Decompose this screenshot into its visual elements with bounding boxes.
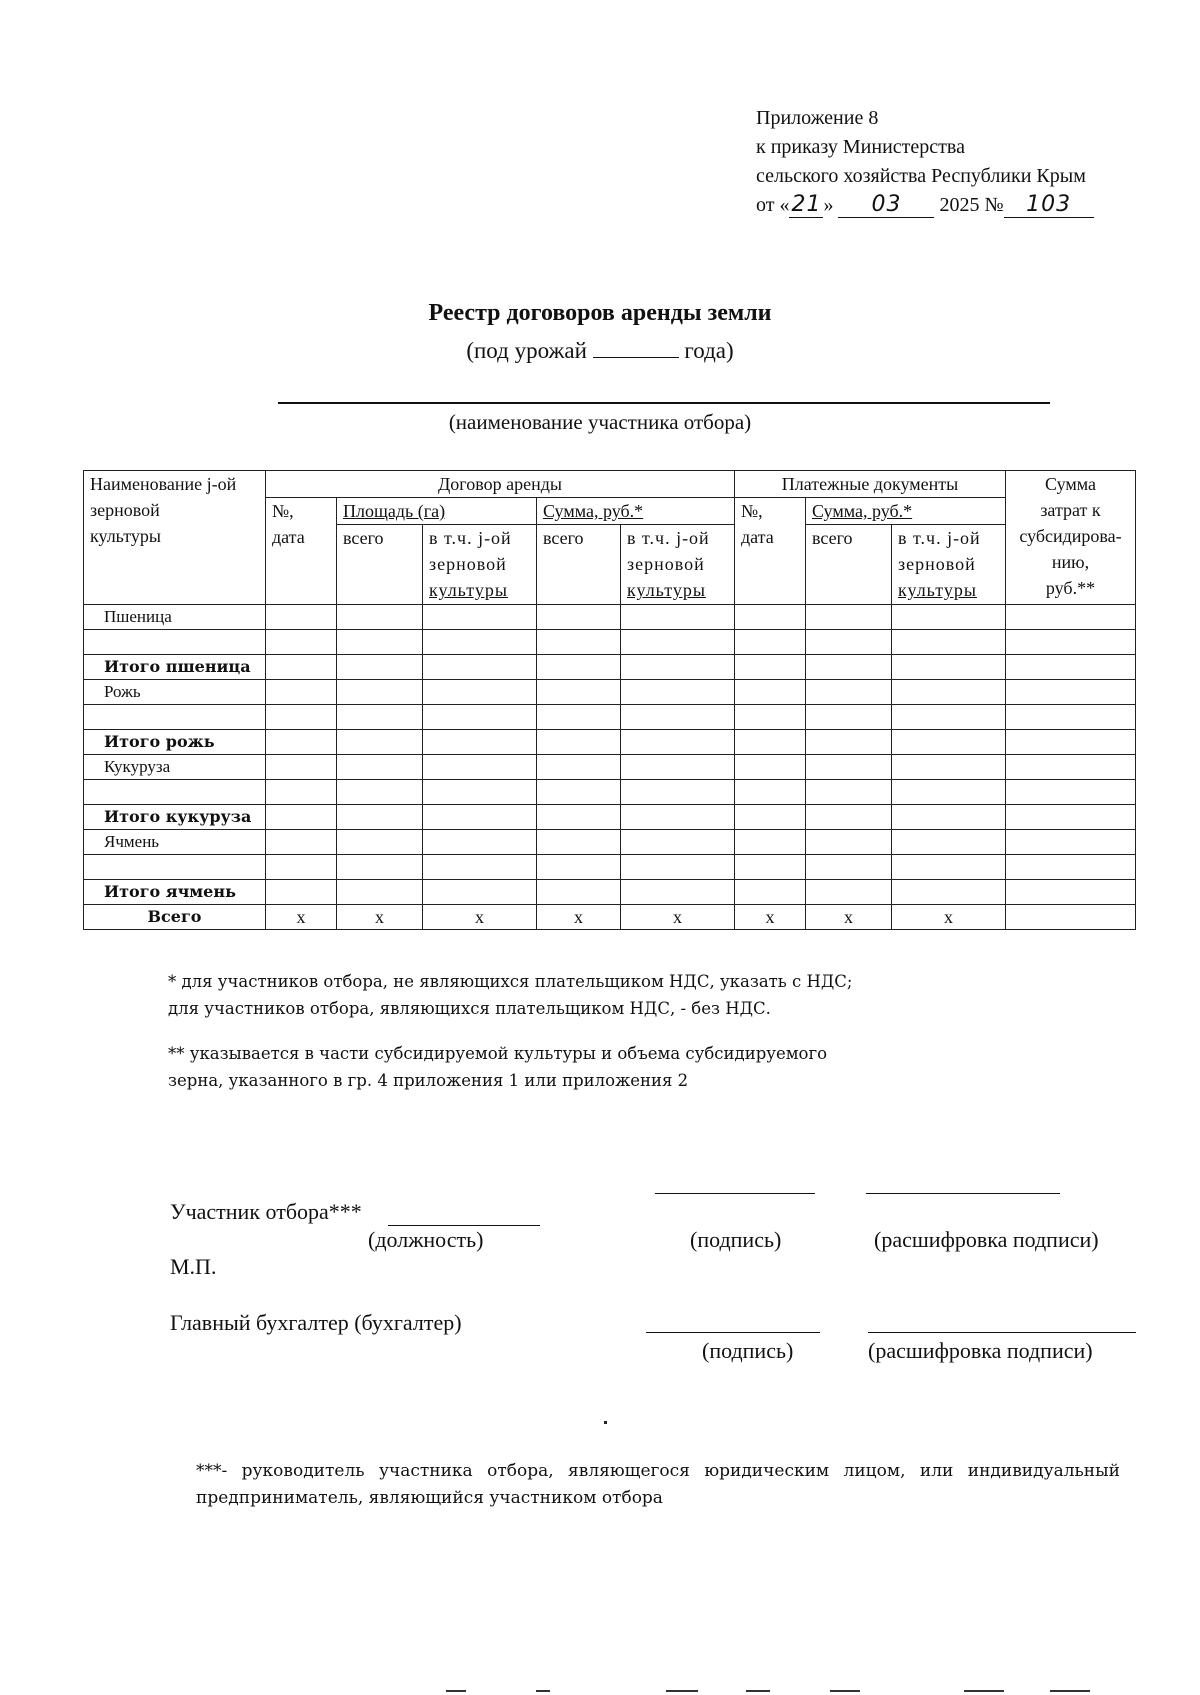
table-cell [892,830,1006,855]
table-row [84,855,1136,880]
table-row [84,605,1136,630]
table-cell [337,805,423,830]
table-cell [621,830,735,855]
crop-subtotal-label: Итого ячмень [84,880,266,905]
accountant-decoding-line [868,1332,1136,1333]
document-title: Реестр договоров аренды земли [428,300,772,326]
table-cell [537,805,621,830]
table-row [84,830,1136,855]
table-cell [337,605,423,630]
table-cell [423,805,537,830]
table-cell [337,630,423,655]
table-cell [1006,680,1136,705]
table-body [84,605,1136,905]
table-cell [266,680,337,705]
table-cell [423,780,537,805]
header-crop-name: Наименование j-ой зерновой культуры [84,471,266,605]
position-line [388,1225,540,1226]
table-cell [423,630,537,655]
table-cell [806,830,892,855]
table-cell [337,830,423,855]
scan-artifact [536,1690,550,1692]
table-cell [266,605,337,630]
table-cell [806,705,892,730]
scan-artifact [746,1690,770,1692]
table-cell [892,655,1006,680]
table-cell [423,755,537,780]
table-cell [537,855,621,880]
table-cell [621,855,735,880]
table-cell [266,880,337,905]
grand-total-row [84,905,1136,930]
crop-label: Ячмень [84,830,266,855]
table-cell [266,830,337,855]
table-cell [423,855,537,880]
table-cell [621,680,735,705]
header-contract-number-date: №, дата [266,498,337,605]
table-cell [806,655,892,680]
harvest-year-blank [593,337,679,358]
table-cell [806,780,892,805]
header-payment-documents: Платежные документы [735,471,1006,498]
table-cell [735,680,806,705]
date-mid: » [823,194,834,216]
table-cell [621,630,735,655]
table-row [84,805,1136,830]
scan-artifact [1050,1690,1090,1692]
table-cell [423,830,537,855]
table-cell [735,655,806,680]
table-row [84,780,1136,805]
table-cell [735,630,806,655]
table-cell [337,705,423,730]
table-cell [537,780,621,805]
scan-artifact [830,1690,860,1692]
table-cell [621,605,735,630]
lease-registry-table [83,470,1136,930]
table-cell [621,805,735,830]
table-cell [1006,780,1136,805]
table-cell [892,705,1006,730]
table-cell [337,655,423,680]
table-cell [621,780,735,805]
appendix-number: Приложение 8 [756,107,879,129]
table-cell [806,730,892,755]
table-cell [892,755,1006,780]
table-cell [1006,880,1136,905]
table-cell [735,755,806,780]
scan-artifact [666,1690,698,1692]
table-cell [266,855,337,880]
table-cell [621,755,735,780]
table-cell [337,755,423,780]
crop-subtotal-label: Итого пшеница [84,655,266,680]
participant-name-caption: (наименование участника отбора) [448,410,752,434]
table-cell [1006,830,1136,855]
header-payment-total: всего [806,525,892,605]
table-cell [892,780,1006,805]
header-sum-total: всего [537,525,621,605]
order-year: 2025 № [939,194,1004,216]
table-row [84,655,1136,680]
accountant-signature-line [646,1332,820,1333]
table-cell [892,605,1006,630]
header-area-total: всего [337,525,423,605]
table-cell [806,755,892,780]
table-cell [423,680,537,705]
subtitle-prefix: (под урожай [466,338,587,363]
table-cell [1006,605,1136,630]
header-area-incl: в т.ч. j-ой зерновой культуры [423,525,537,605]
x-mark: х [537,905,621,930]
table-cell [1006,855,1136,880]
table-cell [806,630,892,655]
table-cell [1006,805,1136,830]
table-cell [735,855,806,880]
order-reference: к приказу Министерства [756,136,965,158]
table-cell [537,630,621,655]
table-cell [735,730,806,755]
table-cell [423,605,537,630]
table-row [84,630,1136,655]
table-cell [537,830,621,855]
table-cell [337,730,423,755]
table-cell [806,880,892,905]
crop-label [84,705,266,730]
document-subtitle [0,337,1200,364]
table-cell [337,880,423,905]
x-mark: х [423,905,537,930]
date-prefix: от « [756,194,790,216]
table-cell [337,780,423,805]
table-cell [735,830,806,855]
subtitle-suffix: года) [684,338,734,363]
header-sum-incl: в т.ч. j-ой зерновой культуры [621,525,735,605]
header-contract-sum: Сумма, руб.* [537,498,735,525]
table-cell [423,705,537,730]
x-mark: х [735,905,806,930]
crop-label [84,855,266,880]
table-cell [1006,730,1136,755]
crop-label: Рожь [84,680,266,705]
table-cell [337,680,423,705]
position-caption: (должность) [368,1227,484,1252]
crop-label: Пшеница [84,605,266,630]
x-mark: х [621,905,735,930]
table-cell [1006,630,1136,655]
order-day: 21 [791,192,822,217]
table-cell [266,730,337,755]
participant-name-line [278,402,1050,404]
table-cell [735,880,806,905]
table-cell [266,630,337,655]
table-cell [537,755,621,780]
table-cell [537,655,621,680]
table-cell [537,605,621,630]
table-cell [266,780,337,805]
table-row [84,730,1136,755]
table-cell [266,705,337,730]
table-cell [621,705,735,730]
accountant-signature-caption: (подпись) [702,1338,794,1363]
table-row [84,705,1136,730]
table-cell [735,605,806,630]
table-cell [537,680,621,705]
crop-label [84,630,266,655]
table-cell [266,655,337,680]
table-cell [621,880,735,905]
table-cell [735,780,806,805]
x-mark: х [337,905,423,930]
scan-artifact [964,1690,1004,1692]
table-row [84,680,1136,705]
table-cell [806,805,892,830]
table-cell [892,680,1006,705]
grand-total-amount [1006,905,1136,930]
footnote-subsidy: ** указывается в части субсидируемой культуры и объема субсидируемого зерна, указанного в гр. 4 приложения 1 или приложения 2 [168,1044,828,1090]
table-cell [806,855,892,880]
table-row [84,755,1136,780]
table-cell [892,630,1006,655]
table-cell [621,730,735,755]
table-cell [892,855,1006,880]
header-payment-number-date: №, дата [735,498,806,605]
table-cell [423,655,537,680]
table-cell [537,880,621,905]
crop-subtotal-label: Итого кукуруза [84,805,266,830]
table-cell [806,605,892,630]
table-cell [806,680,892,705]
signature-line [655,1193,815,1194]
table-cell [735,805,806,830]
header-subsidy-costs: Сумма затрат к субсидирова- нию, руб.** [1006,471,1136,605]
table-cell [537,705,621,730]
decoding-line [866,1193,1060,1194]
header-payment-incl: в т.ч. j-ой зерновой культуры [892,525,1006,605]
footnote-head: ***- руководитель участника отбора, являющегося юридическим лицом, или индивидуальный предприниматель, являющийся участником отбора [196,1461,1120,1508]
decoding-caption: (расшифровка подписи) [874,1227,1099,1252]
table-cell [1006,705,1136,730]
footnote-vat: * для участников отбора, не являющихся плательщиком НДС, указать с НДС; для участников отбора, являющихся плательщиком НДС, - без НДС. [168,972,853,1018]
table-cell [266,755,337,780]
table-cell [892,805,1006,830]
table-cell [1006,755,1136,780]
table-cell [892,880,1006,905]
table-cell [423,880,537,905]
table-cell [423,730,537,755]
x-mark: х [266,905,337,930]
scan-artifact [446,1690,466,1692]
table-cell [1006,655,1136,680]
signature-caption: (подпись) [690,1227,782,1252]
grand-total-label: Всего [84,905,266,930]
table-cell [537,730,621,755]
crop-subtotal-label: Итого рожь [84,730,266,755]
table-cell [266,805,337,830]
x-mark: х [806,905,892,930]
stamp-label: М.П. [170,1254,217,1279]
table-row [84,880,1136,905]
order-date-line [756,191,1176,220]
header-payment-sum: Сумма, руб.* [806,498,1006,525]
table-cell [735,705,806,730]
x-mark: х [892,905,1006,930]
table-cell [337,855,423,880]
ministry-name: сельского хозяйства Республики Крым [756,165,1086,187]
scan-dot [604,1421,607,1424]
accountant-label: Главный бухгалтер (бухгалтер) [170,1310,462,1335]
order-number: 103 [1004,193,1094,218]
participant-label: Участник отбора*** [170,1199,362,1224]
accountant-decoding-caption: (расшифровка подписи) [868,1338,1093,1363]
crop-label: Кукуруза [84,755,266,780]
table-cell [892,730,1006,755]
order-month: 03 [838,193,934,218]
table-cell [621,655,735,680]
crop-label [84,780,266,805]
header-area: Площадь (га) [337,498,537,525]
appendix-header [756,104,1176,220]
header-lease-contract: Договор аренды [266,471,735,498]
